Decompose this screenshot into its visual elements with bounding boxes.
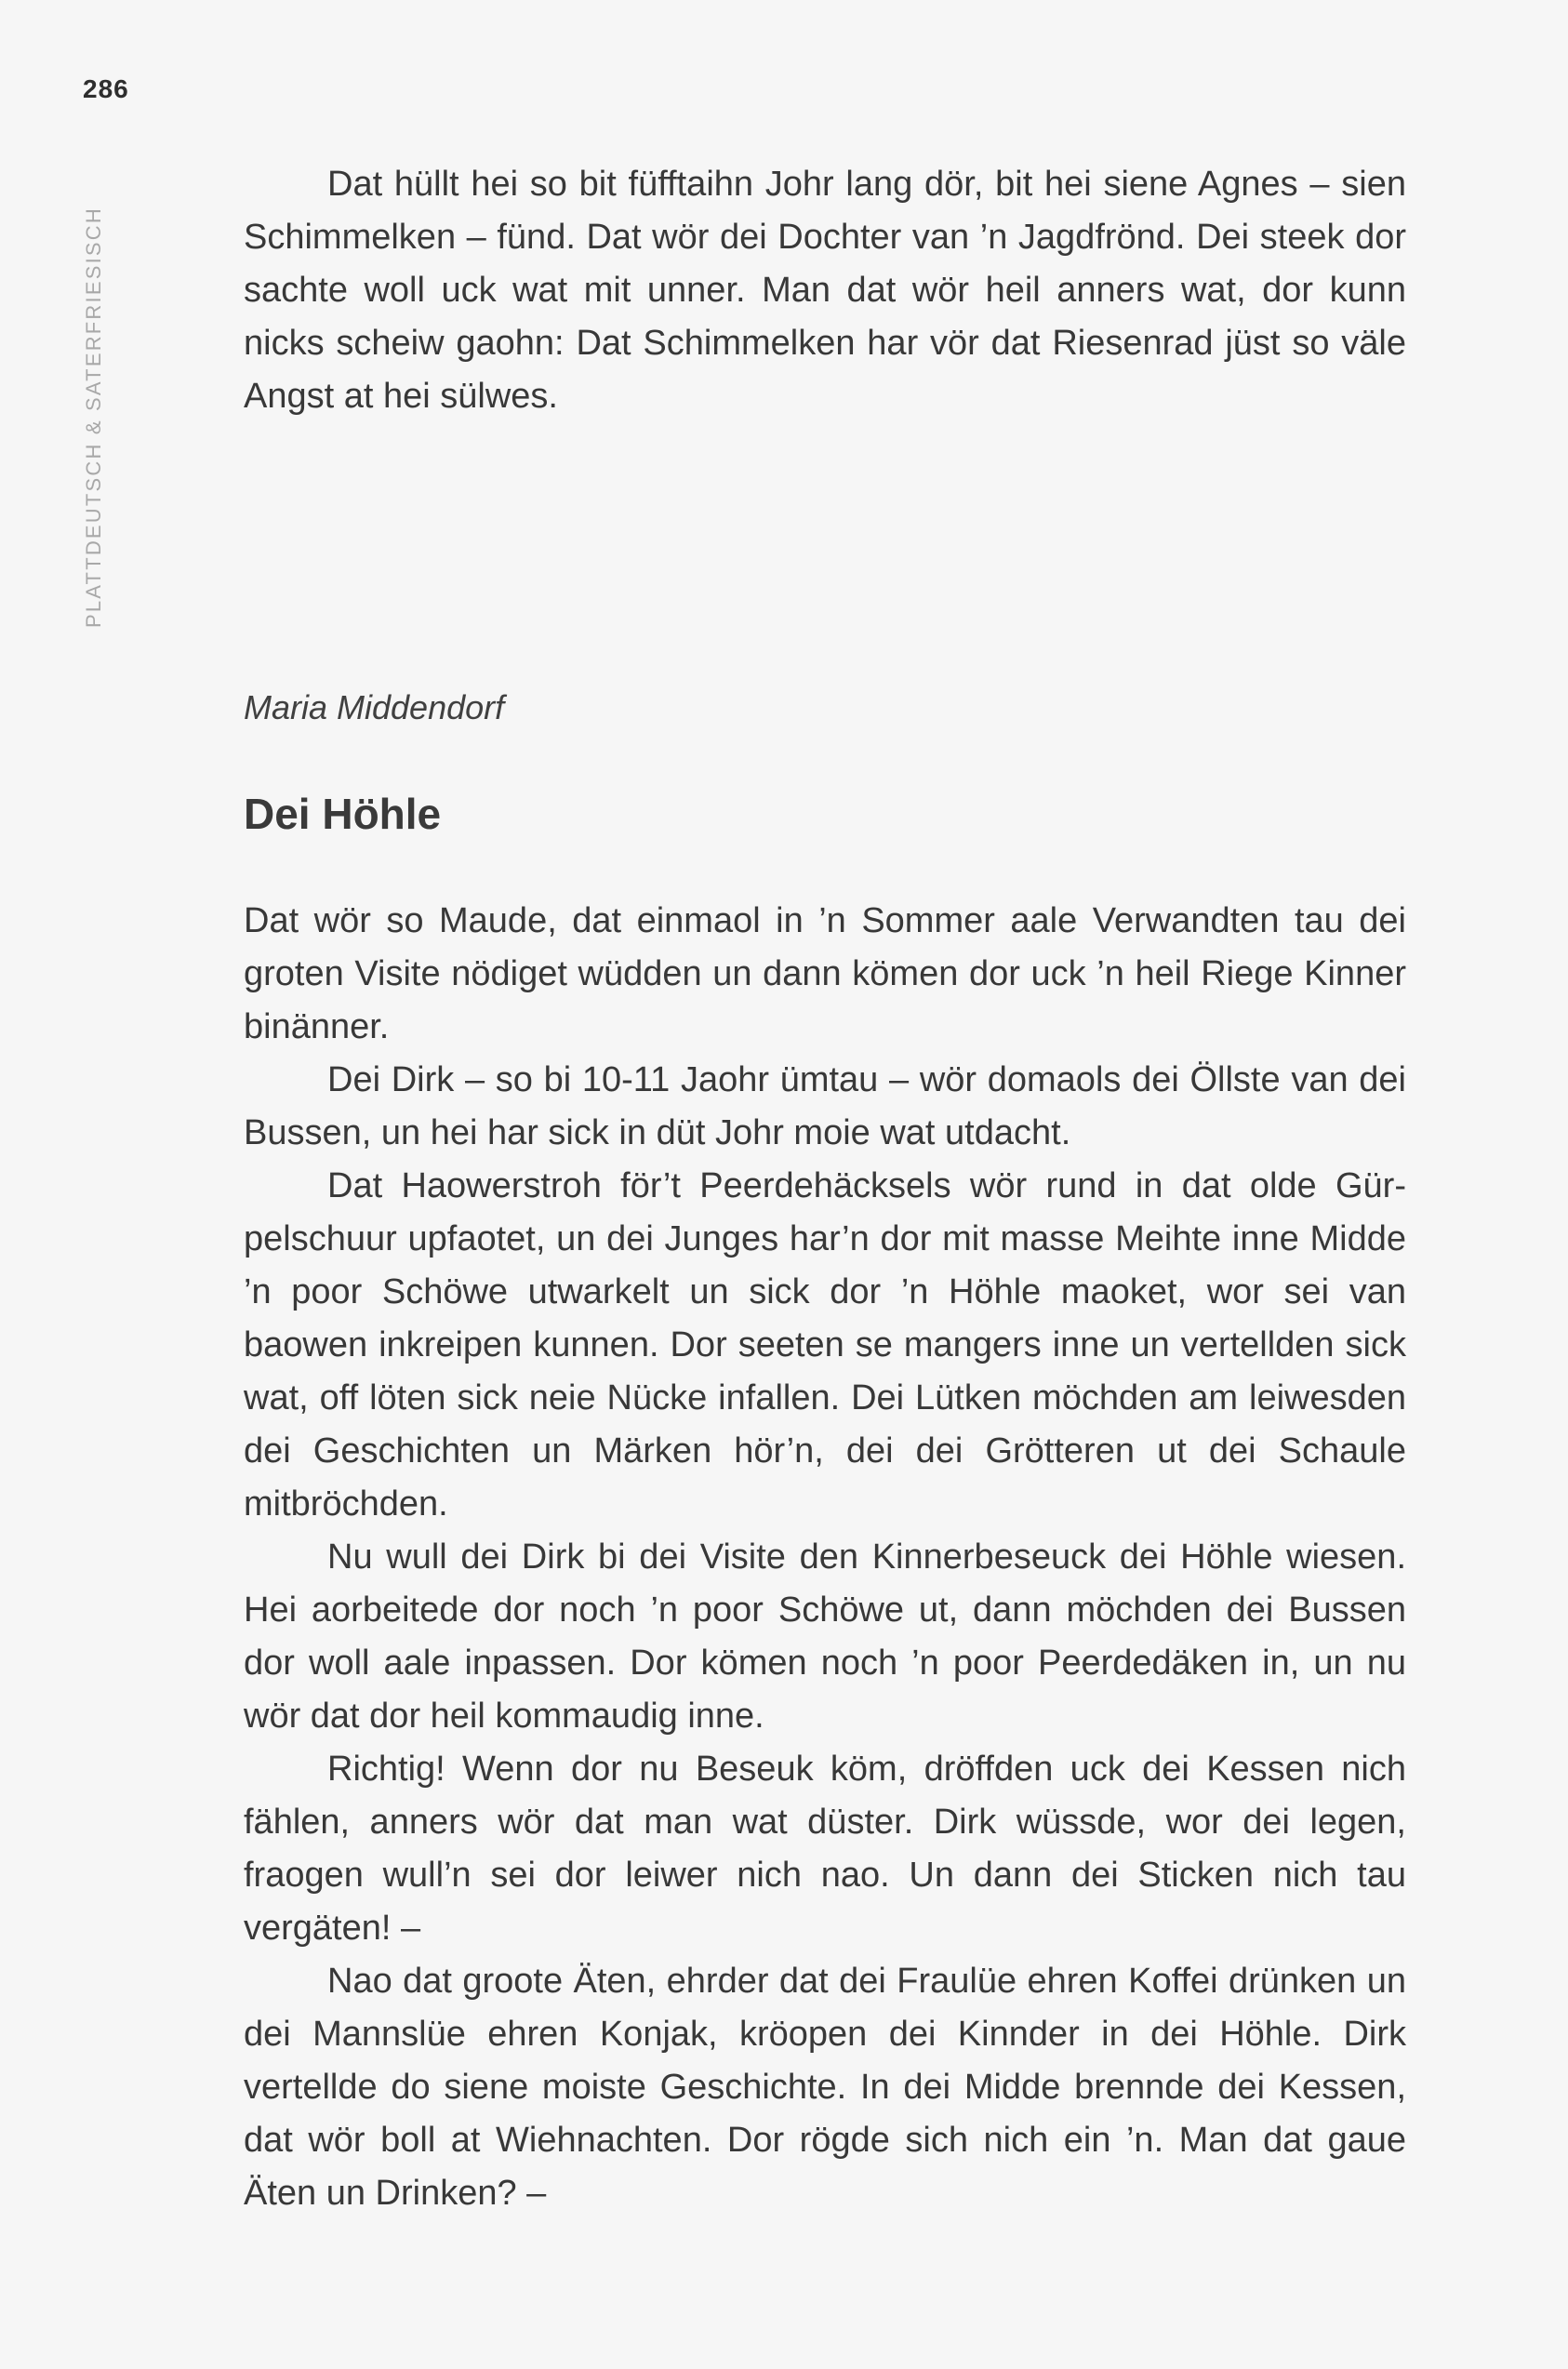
story-paragraph: Dat Haowerstroh för’t Peerdehäcksels wör rund in dat olde Gürpelschuur upfaotet, un dei Junges har’n dor mit masse Meihte inne Midde ’n poor Schöwe utwarkelt un sick dor ’n Höhle maoket, wor sei van baowen inkreipen kunnen. Dor seeten se mangers inne un vertellden sick wat, off löten sick neie Nücke infallen. Dei Lütken möchden am leiwesden dei Geschichten un Märken hör’n, dei dei Grötteren ut dei Schaule mitbröchden. <box>244 1166 1406 1524</box>
story-paragraph: Dei Dirk – so bi 10-11 Jaohr ümtau – wör domaols dei Öllste van dei Bussen, un hei har sick in düt Johr moie wat utdacht. <box>244 1060 1406 1152</box>
story-paragraph: Nu wull dei Dirk bi dei Visite den Kinnerbeseuck dei Höhle wiesen. Hei aorbeitede dor noch ’n poor Schöwe ut, dann möchden dei Bussen dor woll aale inpassen. Dor kömen noch ’n poor Peerdedäken in, un nu wör dat dor heil kommaudig inne. <box>244 1537 1406 1736</box>
running-head: PLATTDEUTSCH & SATERFRIESISCH <box>82 206 105 628</box>
page-number: 286 <box>83 74 129 103</box>
story-paragraph: Dat wör so Maude, dat einmaol in ’n Sommer aale Verwandten tau dei groten Visite nödiget wüdden un dann kömen dor uck ’n heil Riege Kinner binänner. <box>244 901 1406 1046</box>
story-paragraph: Nao dat groote Äten, ehrder dat dei Fraulüe ehren Koffei drünken un dei Mannslüe ehren Konjak, kröopen dei Kinnder in dei Höhle. Dirk vertellde do siene moiste Geschichte. In dei Midde brennde dei Kessen, dat wör boll at Wiehnachten. Dor rögde sich nich ein ’n. Man dat gaue Äten un Drinken? – <box>244 1962 1406 2213</box>
story-author: Maria Middendorf <box>244 688 505 726</box>
story-paragraph: Richtig! Wenn dor nu Beseuk köm, dröffden uck dei Kessen nich fählen, anners wör dat man wat düster. Dirk wüssde, wor dei legen, fraogen wull’n sei dor leiwer nich nao. Un dann dei Sticken nich tau vergäten! – <box>244 1750 1406 1948</box>
intro-text <box>244 158 1406 423</box>
intro-paragraph: Dat hüllt hei so bit füfftaihn Johr lang dör, bit hei siene Agnes – sien Schimmelken – fünd. Dat wör dei Dochter van ’n Jagdfrönd. Dei steek dor sachte woll uck wat mit unner. Man dat wör heil anners wat, dor kunn nicks scheiw gaohn: Dat Schimmelken har vör dat Riesenrad jüst so väle Angst at hei sülwes. <box>244 165 1406 416</box>
story-text <box>244 895 1406 2220</box>
story-title: Dei Höhle <box>244 790 442 838</box>
